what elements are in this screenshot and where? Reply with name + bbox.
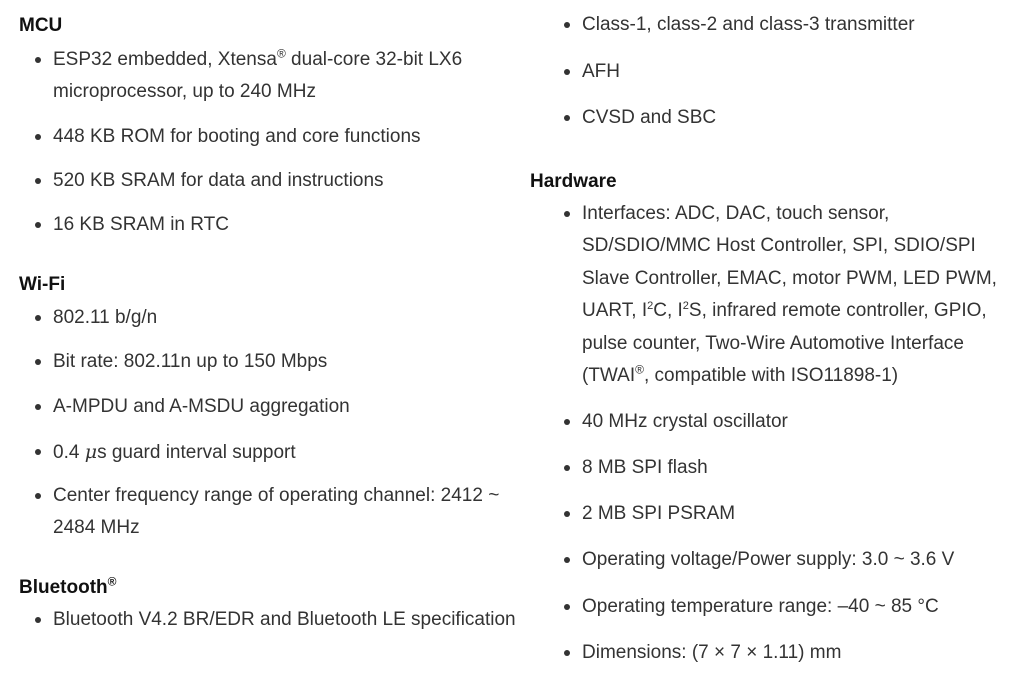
list-item-wifi-guard-interval: 0.4 μs guard interval support <box>53 436 519 469</box>
list-item-wifi-standard: 802.11 b/g/n <box>53 302 519 334</box>
registered-mark: ® <box>276 46 286 61</box>
list-item-bt-transmitter: Class-1, class-2 and class-3 transmitter <box>582 9 1020 41</box>
section-title-bluetooth: Bluetooth® <box>19 574 117 598</box>
list-item-hw-oscillator: 40 MHz crystal oscillator <box>582 406 1020 438</box>
list-item-hw-interfaces: Interfaces: ADC, DAC, touch sensor, SD/SDIO/MMC Host Controller, SPI, SDIO/SPI Slave Controller, EMAC, motor PWM, LED PWM, UART, $I^2C$, $I^2S$, infrared remote controller, GPIO, pulse counter, Two-Wire Automotive Interface (TWAI®, compatible with ISO11898-1) <box>582 198 1020 392</box>
list-item-hw-dimensions: Dimensions: (7 × 7 × 1.11) mm <box>582 637 1020 669</box>
list-item-mcu-rom: 448 KB ROM for booting and core functions <box>53 121 519 153</box>
list-item-wifi-aggregation: A-MPDU and A-MSDU aggregation <box>53 391 519 423</box>
section-title-mcu: MCU <box>19 15 63 36</box>
list-item-wifi-bitrate: Bit rate: 802.11n up to 150 Mbps <box>53 346 519 378</box>
section-title-hardware: Hardware <box>530 171 617 192</box>
section-title-wifi: Wi-Fi <box>19 274 66 295</box>
list-item-bluetooth-spec: Bluetooth V4.2 BR/EDR and Bluetooth LE specification <box>53 604 519 636</box>
list-item-mcu-sram: 520 KB SRAM for data and instructions <box>53 165 519 197</box>
list-item-wifi-frequency: Center frequency range of operating channel: 2412 ~ 2484 MHz <box>53 480 519 544</box>
list-item-bt-codec: CVSD and SBC <box>582 102 1020 134</box>
list-item-hw-flash: 8 MB SPI flash <box>582 452 1020 484</box>
micro-symbol: μ <box>84 441 98 463</box>
list-item-mcu-rtc-sram: 16 KB SRAM in RTC <box>53 209 519 241</box>
registered-mark: ® <box>635 362 644 377</box>
registered-mark: ® <box>107 574 117 589</box>
list-item-hw-voltage: Operating voltage/Power supply: 3.0 ~ 3.6 V <box>582 544 1020 576</box>
list-item-hw-temperature: Operating temperature range: –40 ~ 85 °C <box>582 591 1020 623</box>
list-item-hw-psram: 2 MB SPI PSRAM <box>582 498 1020 530</box>
list-item-mcu-processor: ESP32 embedded, Xtensa® dual-core 32-bit LX6 microprocessor, up to 240 MHz <box>53 44 519 108</box>
list-item-bt-afh: AFH <box>582 56 1020 88</box>
